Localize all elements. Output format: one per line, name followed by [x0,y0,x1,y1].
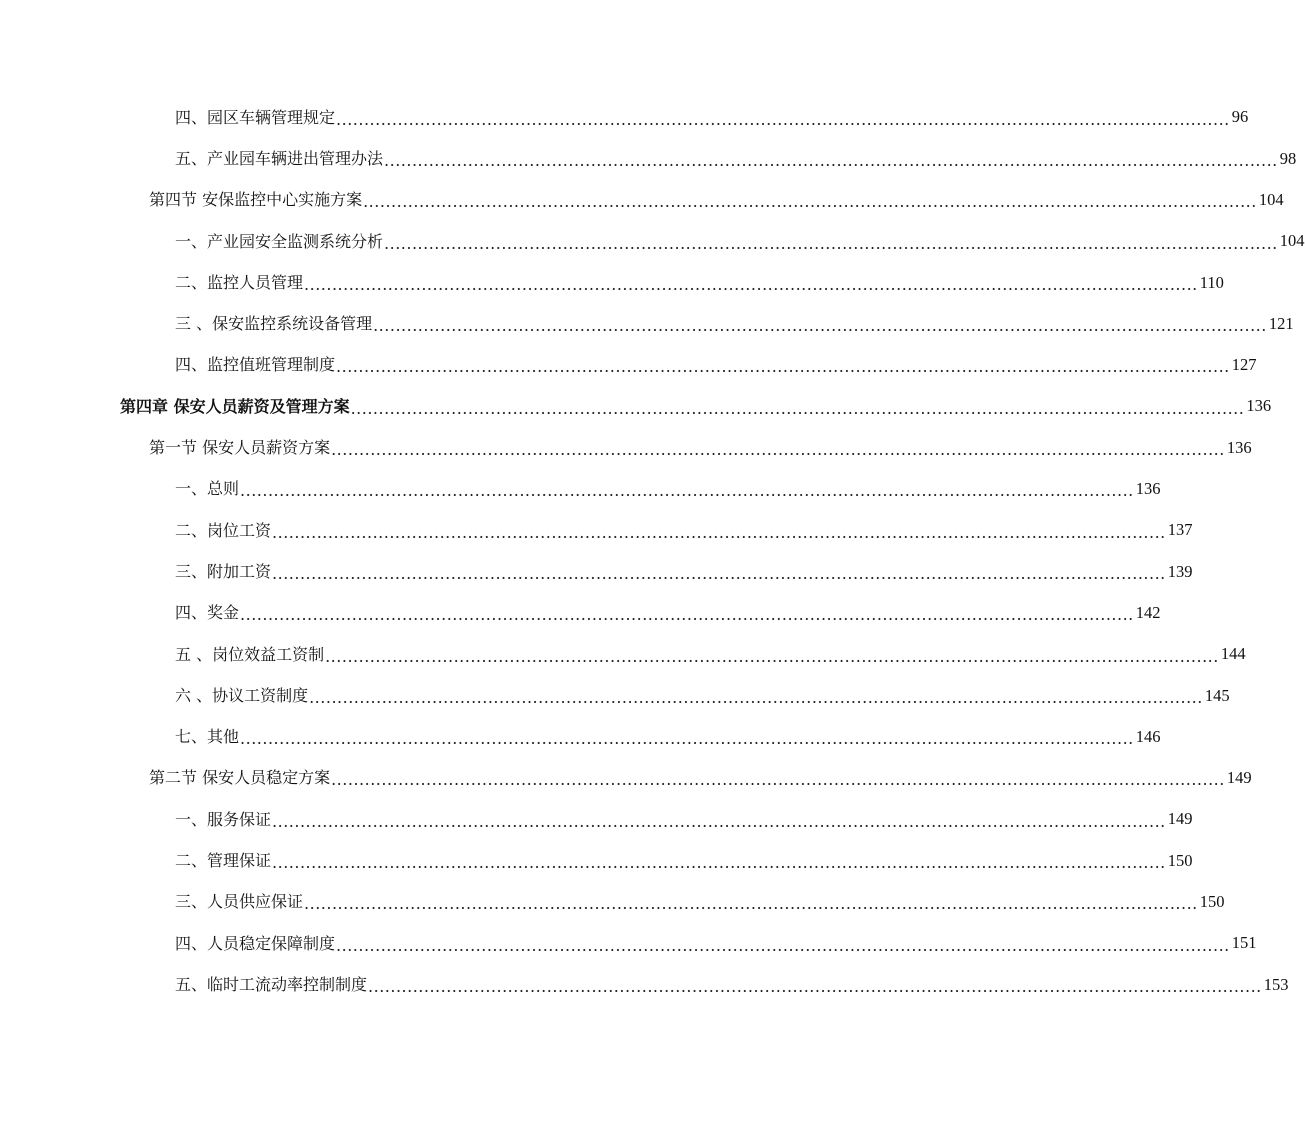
toc-entry-item[interactable] [0,303,1294,344]
toc-entry-title: 第一节 保安人员薪资方案 [149,438,331,458]
toc-entry-title: 一、产业园安全监测系统分析 [175,231,384,251]
toc-entry-item[interactable] [0,345,1257,386]
dot-leader: ................................................................................................................................................................ [240,481,1134,501]
toc-entry-item[interactable] [0,675,1230,716]
toc-entry-item[interactable] [0,138,1297,179]
dot-leader: ................................................................................................................................................................ [373,316,1267,336]
dot-leader: ................................................................................................................................................................ [350,398,1245,418]
toc-entry-section[interactable] [0,758,1252,799]
toc-entry-page-number: 150 [1199,892,1225,912]
toc-entry-section[interactable] [0,180,1284,221]
dot-leader: ................................................................................................................................................................ [304,274,1198,294]
toc-entry-title: 第二节 保安人员稳定方案 [149,768,331,788]
toc-entry-page-number: 146 [1135,726,1161,746]
toc-entry-page-number: 137 [1167,520,1193,540]
toc-entry-item[interactable] [0,221,1305,262]
toc-entry-page-number: 144 [1220,644,1246,664]
toc-entry-item[interactable] [0,510,1193,551]
dot-leader: ................................................................................................................................................................ [336,935,1230,955]
toc-entry-title: 三 、保安监控系统设备管理 [175,314,373,334]
toc-entry-page-number: 136 [1226,437,1252,457]
toc-entry-item[interactable] [0,840,1193,881]
toc-entry-page-number: 127 [1231,355,1257,375]
toc-entry-page-number: 98 [1279,148,1297,168]
toc-entry-title: 四、监控值班管理制度 [175,355,336,375]
toc-entry-item[interactable] [0,97,1249,138]
dot-leader: ................................................................................................................................................................ [336,357,1230,377]
toc-entry-page-number: 110 [1199,272,1224,292]
toc-entry-page-number: 149 [1226,768,1252,788]
toc-entry-page-number: 145 [1204,685,1230,705]
dot-leader: ................................................................................................................................................................ [240,729,1134,749]
toc-entry-title: 七、其他 [175,727,240,747]
dot-leader: ................................................................................................................................................................ [331,440,1225,460]
toc-entry-title: 三、人员供应保证 [175,892,304,912]
dot-leader: ................................................................................................................................................................ [336,109,1230,129]
dot-leader: ................................................................................................................................................................ [240,605,1134,625]
toc-entry-item[interactable] [0,882,1225,923]
dot-leader: ................................................................................................................................................................ [272,852,1166,872]
toc-entry-item[interactable] [0,799,1193,840]
dot-leader: ................................................................................................................................................................ [325,646,1219,666]
dot-leader: ................................................................................................................................................................ [304,894,1198,914]
dot-leader: ................................................................................................................................................................ [363,192,1257,212]
toc-entry-title: 六 、协议工资制度 [175,685,309,705]
toc-entry-item[interactable] [0,716,1161,757]
toc-entry-page-number: 136 [1246,396,1272,416]
dot-leader: ................................................................................................................................................................ [384,150,1278,170]
toc-entry-title: 第四节 安保监控中心实施方案 [149,190,363,210]
toc-entry-title: 四、园区车辆管理规定 [175,107,336,127]
toc-entry-page-number: 96 [1231,107,1249,127]
toc-entry-title: 四、奖金 [175,603,240,623]
dot-leader: ................................................................................................................................................................ [331,770,1225,790]
toc-entry-item[interactable] [0,262,1224,303]
toc-entry-page-number: 104 [1258,189,1284,209]
toc-entry-page-number: 121 [1268,313,1294,333]
dot-leader: ................................................................................................................................................................ [384,233,1278,253]
dot-leader: ................................................................................................................................................................ [368,976,1262,996]
toc-entry-page-number: 153 [1263,974,1289,994]
toc-entry-page-number: 139 [1167,561,1193,581]
toc-entry-page-number: 149 [1167,809,1193,829]
dot-leader: ................................................................................................................................................................ [272,811,1166,831]
dot-leader: ................................................................................................................................................................ [272,522,1166,542]
toc-entry-item[interactable] [0,551,1193,592]
toc-entry-title: 二、监控人员管理 [175,272,304,292]
toc-entry-page-number: 142 [1135,602,1161,622]
toc-entry-title: 五 、岗位效益工资制 [175,644,325,664]
toc-entry-title: 第四章 保安人员薪资及管理方案 [120,396,350,416]
toc-entry-page-number: 150 [1167,850,1193,870]
toc-entry-item[interactable] [0,469,1161,510]
toc-entry-section[interactable] [0,427,1252,468]
toc-entry-item[interactable] [0,634,1246,675]
toc-entry-item[interactable] [0,923,1257,964]
toc-entry-title: 一、总则 [175,479,240,499]
toc-entry-page-number: 104 [1279,231,1305,251]
table-of-contents [0,97,1305,1006]
toc-entry-title: 二、岗位工资 [175,520,272,540]
toc-entry-page-number: 136 [1135,479,1161,499]
toc-entry-chapter[interactable] [0,386,1272,427]
toc-entry-title: 三、附加工资 [175,561,272,581]
toc-entry-title: 四、人员稳定保障制度 [175,933,336,953]
toc-entry-title: 二、管理保证 [175,850,272,870]
toc-entry-title: 五、产业园车辆进出管理办法 [175,148,384,168]
toc-entry-title: 一、服务保证 [175,809,272,829]
toc-entry-item[interactable] [0,593,1161,634]
toc-entry-title: 五、临时工流动率控制制度 [175,974,368,994]
toc-entry-item[interactable] [0,964,1289,1005]
toc-entry-page-number: 151 [1231,933,1257,953]
dot-leader: ................................................................................................................................................................ [272,563,1166,583]
dot-leader: ................................................................................................................................................................ [309,687,1203,707]
